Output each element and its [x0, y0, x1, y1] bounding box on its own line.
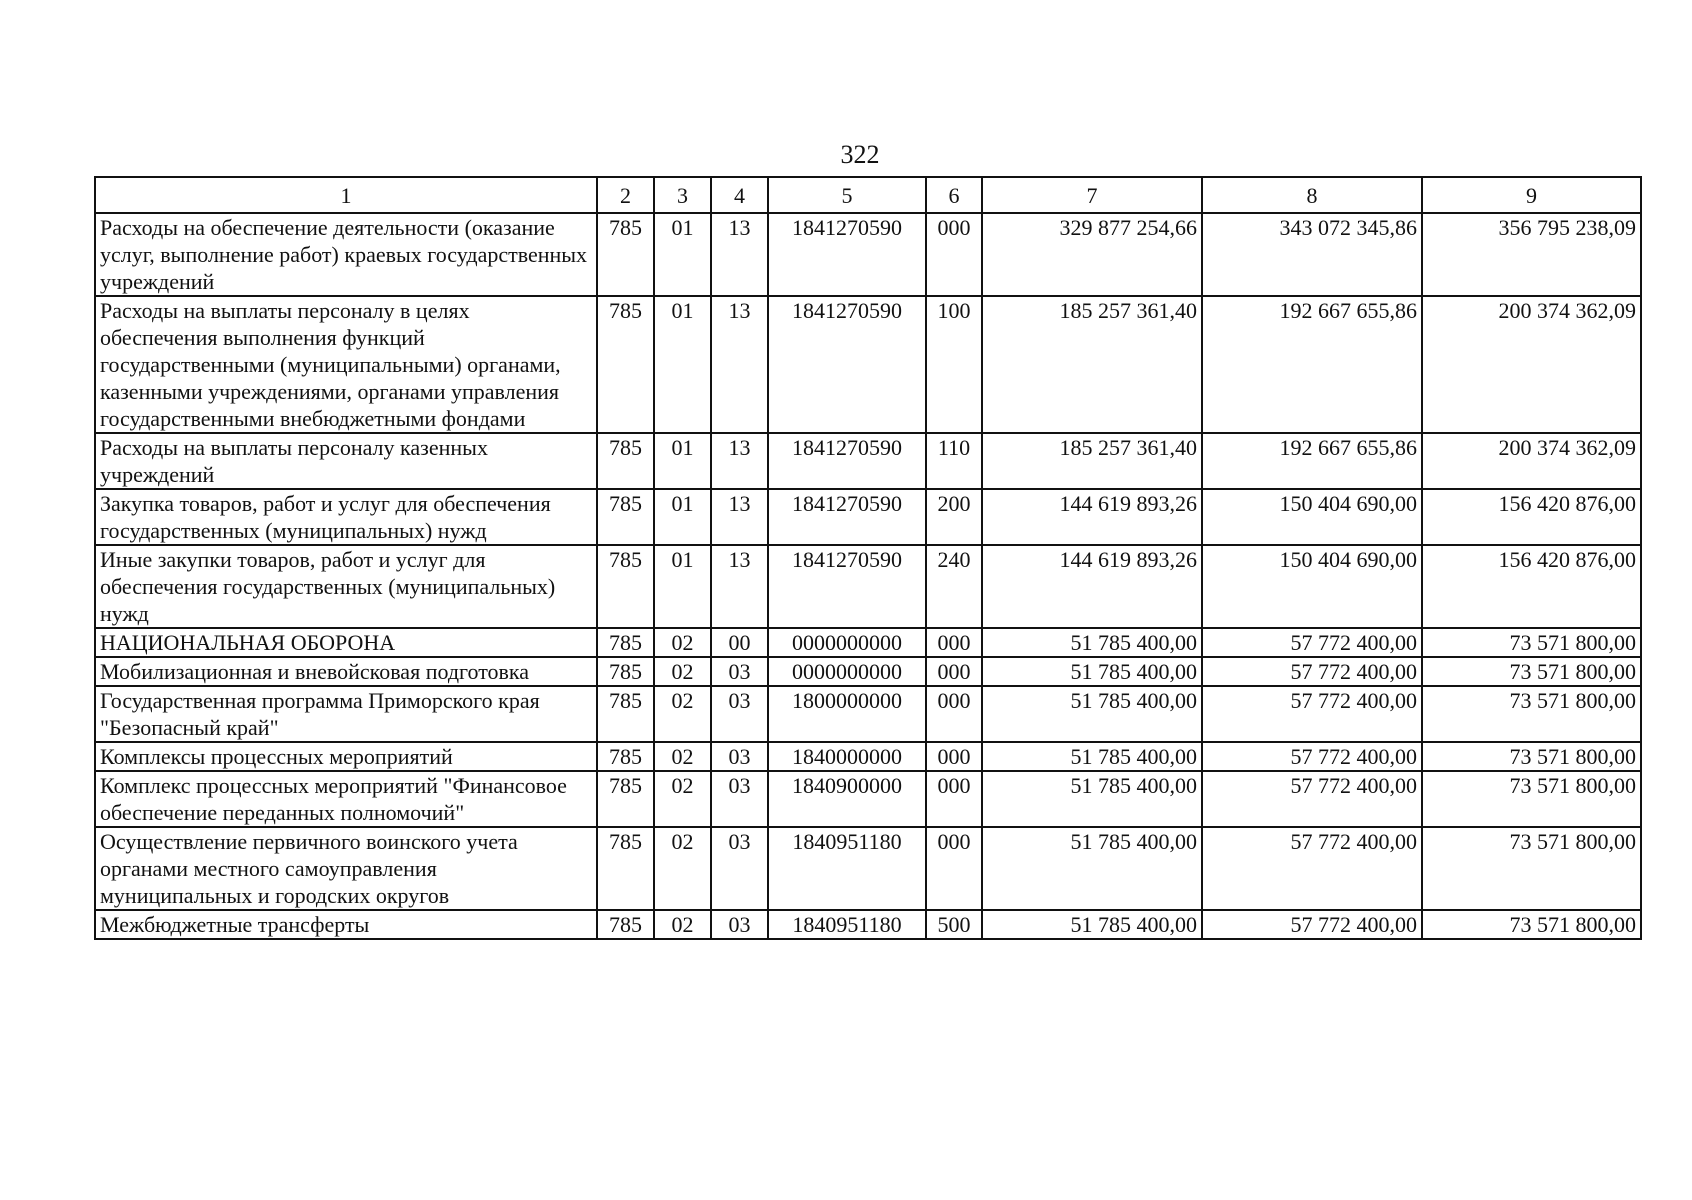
- amount-col7: 185 257 361,40: [982, 433, 1202, 489]
- table-row: [95, 296, 1641, 433]
- subsection-code: 00: [711, 628, 768, 657]
- col-header-4: 4: [711, 177, 768, 213]
- col-header-5: 5: [768, 177, 926, 213]
- amount-col7: 144 619 893,26: [982, 489, 1202, 545]
- amount-col9: 200 374 362,09: [1422, 296, 1641, 433]
- expense-type-code: 000: [926, 628, 982, 657]
- target-code: 1841270590: [768, 213, 926, 296]
- expense-name: Расходы на выплаты персоналу в целях обеспечения выполнения функций государственными (муниципальными) органами, казенными учреждениями, органами управления государственными внебюджетными фондами: [95, 296, 597, 433]
- subsection-code: 03: [711, 742, 768, 771]
- table-row: [95, 657, 1641, 686]
- ministry-code: 785: [597, 771, 654, 827]
- table-row: [95, 489, 1641, 545]
- subsection-code: 13: [711, 489, 768, 545]
- amount-col8: 343 072 345,86: [1202, 213, 1422, 296]
- amount-col9: 73 571 800,00: [1422, 686, 1641, 742]
- target-code: 1840900000: [768, 771, 926, 827]
- expense-type-code: 000: [926, 742, 982, 771]
- ministry-code: 785: [597, 657, 654, 686]
- table-row: [95, 827, 1641, 910]
- amount-col9: 156 420 876,00: [1422, 489, 1641, 545]
- amount-col9: 73 571 800,00: [1422, 628, 1641, 657]
- table-row: [95, 686, 1641, 742]
- ministry-code: 785: [597, 489, 654, 545]
- expense-type-code: 200: [926, 489, 982, 545]
- amount-col8: 57 772 400,00: [1202, 686, 1422, 742]
- ministry-code: 785: [597, 296, 654, 433]
- section-code: 01: [654, 545, 711, 628]
- ministry-code: 785: [597, 827, 654, 910]
- header-row: [95, 177, 1641, 213]
- amount-col8: 150 404 690,00: [1202, 489, 1422, 545]
- target-code: 0000000000: [768, 657, 926, 686]
- section-code: 02: [654, 771, 711, 827]
- expense-name: Межбюджетные трансферты: [95, 910, 597, 939]
- col-header-9: 9: [1422, 177, 1641, 213]
- amount-col9: 73 571 800,00: [1422, 657, 1641, 686]
- amount-col7: 51 785 400,00: [982, 827, 1202, 910]
- section-code: 02: [654, 628, 711, 657]
- expense-name: Мобилизационная и вневойсковая подготовка: [95, 657, 597, 686]
- amount-col7: 51 785 400,00: [982, 657, 1202, 686]
- ministry-code: 785: [597, 213, 654, 296]
- table-row: [95, 910, 1641, 939]
- target-code: 1800000000: [768, 686, 926, 742]
- amount-col7: 329 877 254,66: [982, 213, 1202, 296]
- section-code: 02: [654, 742, 711, 771]
- subsection-code: 03: [711, 657, 768, 686]
- amount-col8: 57 772 400,00: [1202, 657, 1422, 686]
- subsection-code: 13: [711, 213, 768, 296]
- section-code: 01: [654, 433, 711, 489]
- ministry-code: 785: [597, 545, 654, 628]
- expense-name: Комплексы процессных мероприятий: [95, 742, 597, 771]
- target-code: 1840951180: [768, 827, 926, 910]
- col-header-7: 7: [982, 177, 1202, 213]
- table-row: [95, 628, 1641, 657]
- target-code: 1841270590: [768, 433, 926, 489]
- col-header-8: 8: [1202, 177, 1422, 213]
- amount-col7: 51 785 400,00: [982, 910, 1202, 939]
- expense-type-code: 000: [926, 213, 982, 296]
- ministry-code: 785: [597, 628, 654, 657]
- target-code: 1840951180: [768, 910, 926, 939]
- subsection-code: 13: [711, 545, 768, 628]
- amount-col8: 192 667 655,86: [1202, 433, 1422, 489]
- table-row: [95, 742, 1641, 771]
- expense-type-code: 240: [926, 545, 982, 628]
- amount-col9: 156 420 876,00: [1422, 545, 1641, 628]
- col-header-6: 6: [926, 177, 982, 213]
- amount-col7: 51 785 400,00: [982, 628, 1202, 657]
- amount-col9: 200 374 362,09: [1422, 433, 1641, 489]
- amount-col9: 73 571 800,00: [1422, 910, 1641, 939]
- expense-type-code: 110: [926, 433, 982, 489]
- subsection-code: 13: [711, 296, 768, 433]
- expense-name: Расходы на обеспечение деятельности (оказание услуг, выполнение работ) краевых государственных учреждений: [95, 213, 597, 296]
- amount-col8: 150 404 690,00: [1202, 545, 1422, 628]
- col-header-3: 3: [654, 177, 711, 213]
- subsection-code: 03: [711, 827, 768, 910]
- expense-name: Закупка товаров, работ и услуг для обеспечения государственных (муниципальных) нужд: [95, 489, 597, 545]
- table-row: [95, 433, 1641, 489]
- amount-col8: 57 772 400,00: [1202, 628, 1422, 657]
- ministry-code: 785: [597, 686, 654, 742]
- amount-col8: 192 667 655,86: [1202, 296, 1422, 433]
- amount-col9: 73 571 800,00: [1422, 827, 1641, 910]
- expense-type-code: 000: [926, 686, 982, 742]
- amount-col7: 144 619 893,26: [982, 545, 1202, 628]
- section-code: 01: [654, 296, 711, 433]
- ministry-code: 785: [597, 433, 654, 489]
- amount-col9: 73 571 800,00: [1422, 771, 1641, 827]
- table-row: [95, 545, 1641, 628]
- expense-name: Иные закупки товаров, работ и услуг для обеспечения государственных (муниципальных) нужд: [95, 545, 597, 628]
- section-code: 01: [654, 213, 711, 296]
- table-row: [95, 213, 1641, 296]
- ministry-code: 785: [597, 742, 654, 771]
- section-code: 02: [654, 827, 711, 910]
- section-code: 01: [654, 489, 711, 545]
- col-header-2: 2: [597, 177, 654, 213]
- amount-col7: 51 785 400,00: [982, 686, 1202, 742]
- amount-col8: 57 772 400,00: [1202, 910, 1422, 939]
- target-code: 1841270590: [768, 489, 926, 545]
- amount-col9: 356 795 238,09: [1422, 213, 1641, 296]
- amount-col8: 57 772 400,00: [1202, 827, 1422, 910]
- page-number: 322: [840, 140, 880, 169]
- expense-type-code: 000: [926, 827, 982, 910]
- amount-col8: 57 772 400,00: [1202, 742, 1422, 771]
- expense-name: Расходы на выплаты персоналу казенных учреждений: [95, 433, 597, 489]
- expense-name: Осуществление первичного воинского учета органами местного самоуправления муниципальных и городских округов: [95, 827, 597, 910]
- expense-name: Государственная программа Приморского края "Безопасный край": [95, 686, 597, 742]
- target-code: 1841270590: [768, 296, 926, 433]
- section-code: 02: [654, 657, 711, 686]
- expense-name: Комплекс процессных мероприятий "Финансовое обеспечение переданных полномочий": [95, 771, 597, 827]
- target-code: 0000000000: [768, 628, 926, 657]
- amount-col8: 57 772 400,00: [1202, 771, 1422, 827]
- table-row: [95, 771, 1641, 827]
- target-code: 1841270590: [768, 545, 926, 628]
- expense-name: НАЦИОНАЛЬНАЯ ОБОРОНА: [95, 628, 597, 657]
- subsection-code: 03: [711, 686, 768, 742]
- col-header-1: 1: [95, 177, 597, 213]
- expense-type-code: 000: [926, 771, 982, 827]
- subsection-code: 03: [711, 910, 768, 939]
- amount-col7: 185 257 361,40: [982, 296, 1202, 433]
- expense-type-code: 000: [926, 657, 982, 686]
- expense-type-code: 100: [926, 296, 982, 433]
- subsection-code: 03: [711, 771, 768, 827]
- section-code: 02: [654, 686, 711, 742]
- amount-col9: 73 571 800,00: [1422, 742, 1641, 771]
- subsection-code: 13: [711, 433, 768, 489]
- amount-col7: 51 785 400,00: [982, 771, 1202, 827]
- target-code: 1840000000: [768, 742, 926, 771]
- expense-type-code: 500: [926, 910, 982, 939]
- budget-table: [94, 176, 1642, 940]
- amount-col7: 51 785 400,00: [982, 742, 1202, 771]
- section-code: 02: [654, 910, 711, 939]
- ministry-code: 785: [597, 910, 654, 939]
